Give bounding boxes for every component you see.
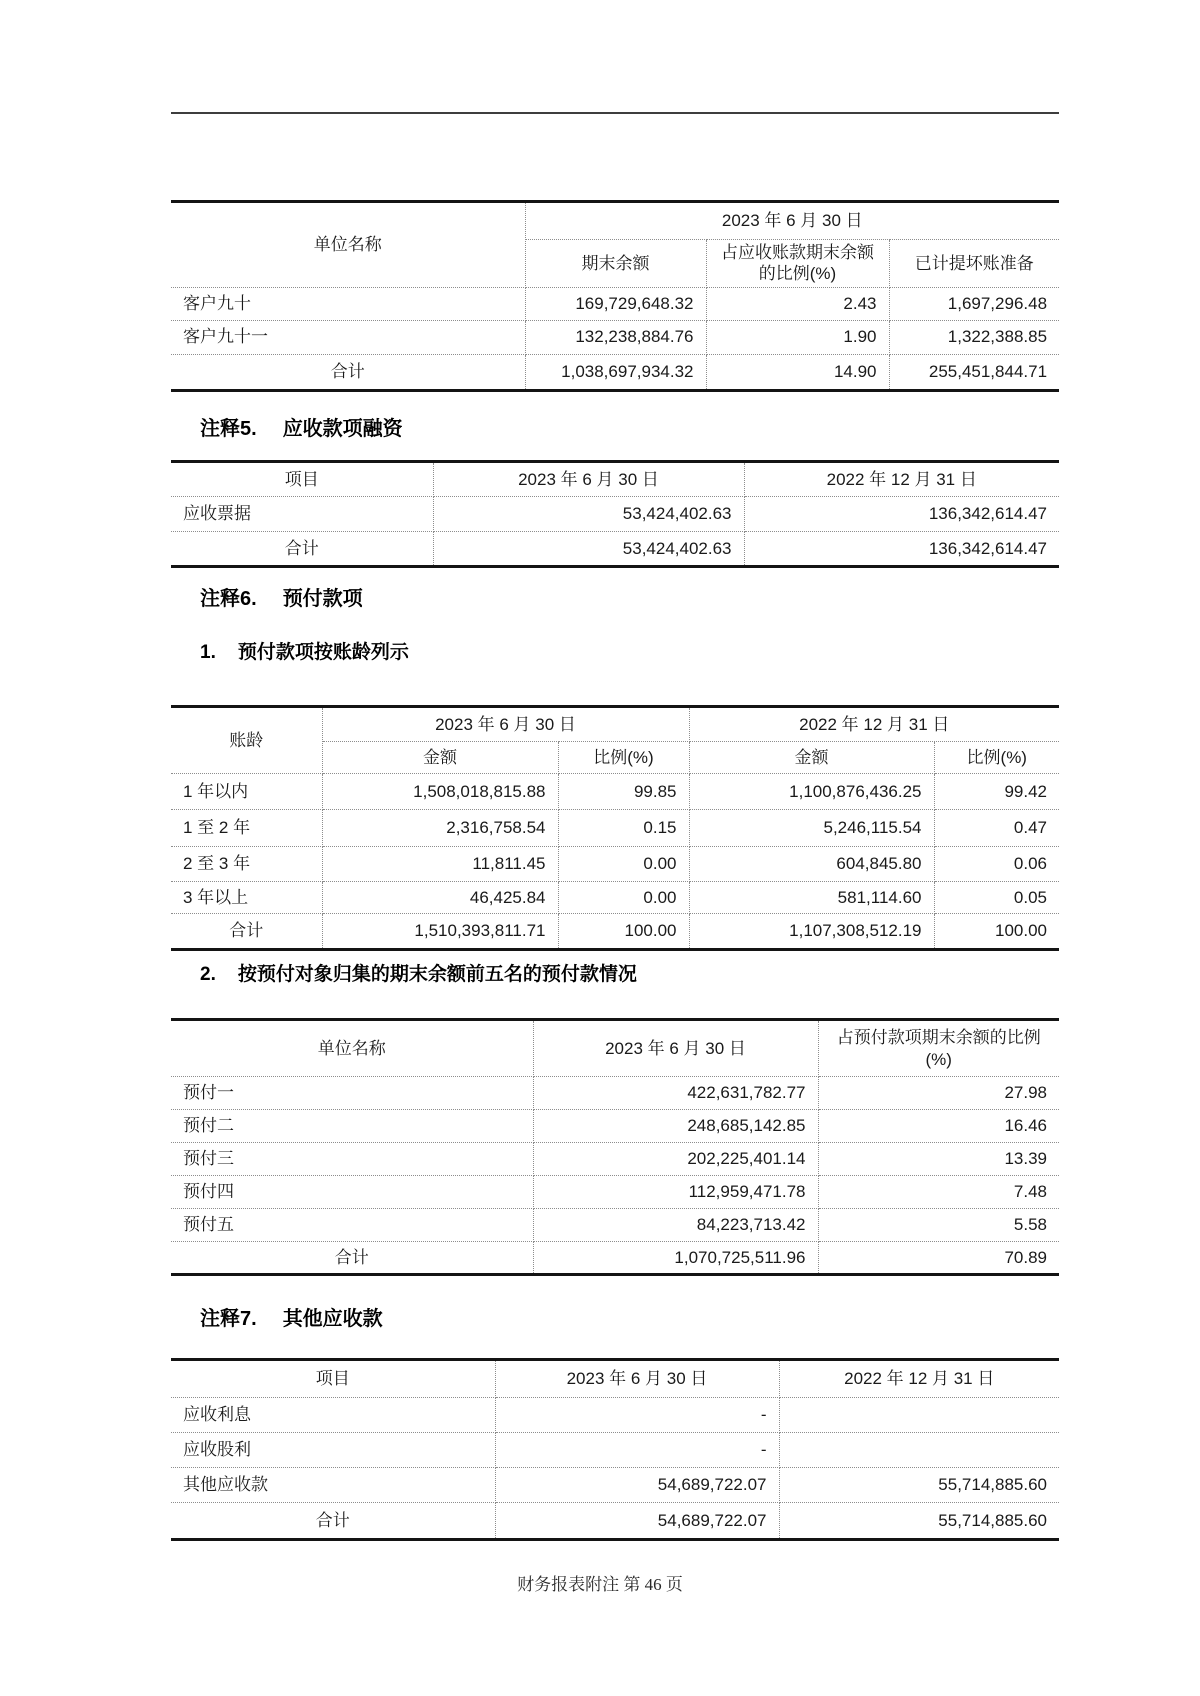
cell-value: 112,959,471.78 [533,1176,818,1209]
sub1-number: 1. [200,642,216,663]
cell-value: 5,246,115.54 [689,810,934,847]
note5-heading [200,416,403,442]
cell-value: 46,425.84 [322,882,558,914]
row-label: 3 年以上 [171,882,322,914]
cell-value: 0.05 [934,882,1059,914]
cell-value: 53,424,402.63 [433,532,744,567]
note7-title: 其他应收款 [282,1308,383,1330]
row-label: 客户九十 [171,287,525,320]
cell-value: 14.90 [706,354,889,390]
sub1-title: 预付款项按账龄列示 [237,642,409,663]
column-header: 项目 [171,462,433,497]
cell-value: 2.43 [706,287,889,320]
table-total-row [171,914,1059,950]
table-total-row [171,532,1059,567]
table-header-row [171,1360,1059,1398]
cell-value: 54,689,722.07 [495,1468,779,1503]
column-header: 已计提坏账准备 [889,240,1059,288]
row-label: 预付一 [171,1077,533,1110]
table-header-row [171,707,1059,742]
table-row [171,287,1059,320]
cell-value: 5.58 [818,1209,1059,1242]
sub2-number: 2. [200,964,216,985]
total-label: 合计 [171,354,525,390]
table-header-row [171,1020,1059,1077]
cell-value: 70.89 [818,1242,1059,1275]
cell-value: 53,424,402.63 [433,497,744,532]
row-label: 客户九十一 [171,320,525,354]
cell-value: 202,225,401.14 [533,1143,818,1176]
note6-label: 注释6. [200,588,257,610]
note7-heading [200,1306,383,1332]
cell-value: 0.47 [934,810,1059,847]
receivables-top-customers-table [171,200,1059,392]
cell-value: 422,631,782.77 [533,1077,818,1110]
note5-title: 应收款项融资 [282,418,403,440]
column-header: 占应收账款期末余额的比例(%) [706,240,889,288]
column-header: 单位名称 [171,202,525,288]
cell-value: 248,685,142.85 [533,1110,818,1143]
document-page [171,0,1059,1696]
cell-value: 0.06 [934,847,1059,882]
column-group-header: 2023 年 6 月 30 日 [525,202,1059,240]
row-label: 预付四 [171,1176,533,1209]
table-total-row [171,1242,1059,1275]
cell-value: 99.85 [558,774,689,810]
row-label: 预付三 [171,1143,533,1176]
cell-value: 169,729,648.32 [525,287,706,320]
column-header: 比例(%) [934,742,1059,774]
total-label: 合计 [171,914,322,950]
column-header: 项目 [171,1360,495,1398]
column-header: 期末余额 [525,240,706,288]
row-label: 预付二 [171,1110,533,1143]
table-row [171,810,1059,847]
cell-value: 1,100,876,436.25 [689,774,934,810]
cell-value: 100.00 [934,914,1059,950]
column-group-header: 2023 年 6 月 30 日 [322,707,689,742]
cell-value: 1,697,296.48 [889,287,1059,320]
prepayments-top5-table [171,1018,1059,1276]
cell-value: 255,451,844.71 [889,354,1059,390]
column-header: 2022 年 12 月 31 日 [779,1360,1059,1398]
cell-value: 54,689,722.07 [495,1503,779,1540]
cell-value: 581,114.60 [689,882,934,914]
header-rule [171,112,1059,114]
column-header: 金额 [322,742,558,774]
cell-value: 604,845.80 [689,847,934,882]
total-label: 合计 [171,532,433,567]
cell-value: 1,508,018,815.88 [322,774,558,810]
cell-value: 99.42 [934,774,1059,810]
cell-value [779,1433,1059,1468]
cell-value: 1.90 [706,320,889,354]
note7-label: 注释7. [200,1308,257,1330]
column-group-header: 2022 年 12 月 31 日 [689,707,1059,742]
row-label: 1 至 2 年 [171,810,322,847]
note5-label: 注释5. [200,418,257,440]
column-header: 单位名称 [171,1020,533,1077]
cell-value: 100.00 [558,914,689,950]
row-label: 预付五 [171,1209,533,1242]
row-label: 1 年以内 [171,774,322,810]
cell-value: 84,223,713.42 [533,1209,818,1242]
note6-sub1-heading [200,641,409,665]
cell-value: 1,322,388.85 [889,320,1059,354]
cell-value: - [495,1398,779,1433]
column-header: 占预付款项期末余额的比例(%) [818,1020,1059,1077]
table-total-row [171,354,1059,390]
column-header: 2023 年 6 月 30 日 [495,1360,779,1398]
cell-value: 136,342,614.47 [744,532,1059,567]
cell-value: - [495,1433,779,1468]
column-header: 2022 年 12 月 31 日 [744,462,1059,497]
row-label: 应收利息 [171,1398,495,1433]
table-row [171,1398,1059,1433]
cell-value: 7.48 [818,1176,1059,1209]
table-row [171,1209,1059,1242]
sub2-title: 按预付对象归集的期末余额前五名的预付款情况 [237,964,637,985]
column-header: 账龄 [171,707,322,774]
note6-heading [200,586,363,612]
row-label: 应收股利 [171,1433,495,1468]
cell-value: 1,038,697,934.32 [525,354,706,390]
table-row [171,1143,1059,1176]
column-header: 2023 年 6 月 30 日 [533,1020,818,1077]
note6-sub2-heading [200,963,637,987]
row-label: 应收票据 [171,497,433,532]
column-header: 2023 年 6 月 30 日 [433,462,744,497]
cell-value: 1,107,308,512.19 [689,914,934,950]
cell-value: 0.00 [558,847,689,882]
table-row [171,1433,1059,1468]
table-row [171,497,1059,532]
cell-value: 0.15 [558,810,689,847]
row-label: 其他应收款 [171,1468,495,1503]
table-row [171,320,1059,354]
page-footer: 财务报表附注 第 46 页 [517,1575,683,1594]
cell-value: 132,238,884.76 [525,320,706,354]
table-header-row [171,462,1059,497]
prepayments-aging-table [171,705,1059,951]
cell-value: 136,342,614.47 [744,497,1059,532]
table-row [171,1468,1059,1503]
table-row [171,1176,1059,1209]
column-header: 比例(%) [558,742,689,774]
cell-value [779,1398,1059,1433]
receivables-financing-table [171,460,1059,568]
total-label: 合计 [171,1242,533,1275]
table-header-row [171,202,1059,240]
cell-value: 13.39 [818,1143,1059,1176]
cell-value: 27.98 [818,1077,1059,1110]
table-total-row [171,1503,1059,1540]
column-header: 金额 [689,742,934,774]
cell-value: 1,510,393,811.71 [322,914,558,950]
table-row [171,847,1059,882]
table-row [171,1110,1059,1143]
note6-title: 预付款项 [282,588,363,610]
cell-value: 16.46 [818,1110,1059,1143]
cell-value: 2,316,758.54 [322,810,558,847]
cell-value: 55,714,885.60 [779,1503,1059,1540]
cell-value: 1,070,725,511.96 [533,1242,818,1275]
cell-value: 55,714,885.60 [779,1468,1059,1503]
other-receivables-table [171,1358,1059,1541]
table-row [171,1077,1059,1110]
table-row [171,882,1059,914]
cell-value: 0.00 [558,882,689,914]
row-label: 2 至 3 年 [171,847,322,882]
total-label: 合计 [171,1503,495,1540]
table-row [171,774,1059,810]
cell-value: 11,811.45 [322,847,558,882]
